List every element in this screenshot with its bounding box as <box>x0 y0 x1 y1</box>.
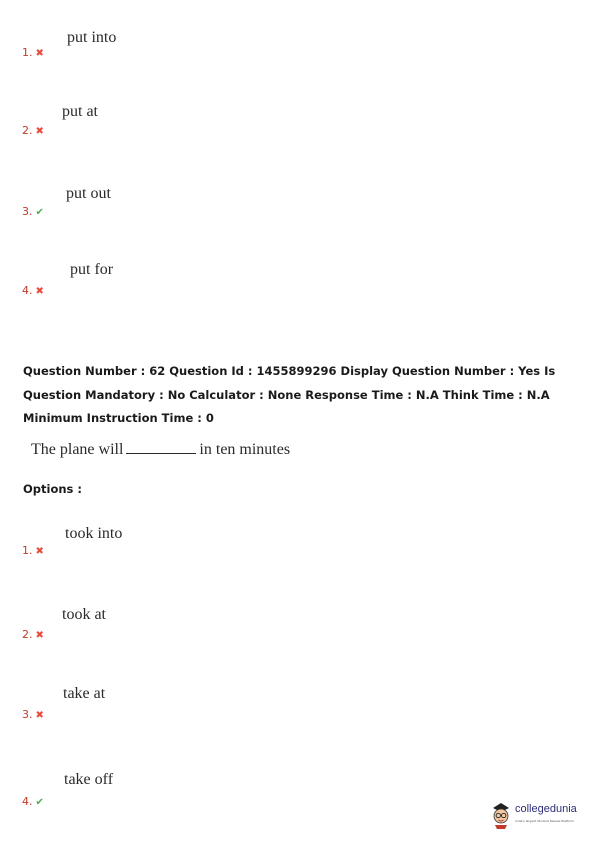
option-number: 3. <box>22 708 33 721</box>
option-3-number <box>22 708 44 721</box>
option-3-text: take at <box>63 685 106 702</box>
prev-option-4-number <box>22 284 44 297</box>
check-icon: ✔ <box>35 207 44 218</box>
logo-tagline: India's largest Student Review Platform <box>515 819 575 823</box>
prev-option-1-text: put into <box>67 29 117 46</box>
option-1-number <box>22 544 44 557</box>
option-1-text: took into <box>65 525 123 542</box>
option-4-text: take off <box>64 771 114 788</box>
option-number: 2. <box>22 628 33 641</box>
prev-option-3-text: put out <box>66 185 111 202</box>
prev-option-1-number <box>22 46 44 59</box>
option-2-number <box>22 628 44 641</box>
collegedunia-logo <box>490 799 590 833</box>
cross-icon: ✖ <box>35 546 44 557</box>
cross-icon: ✖ <box>35 710 44 721</box>
logo-brand-text: collegedunia <box>515 803 577 815</box>
option-4-number <box>22 795 44 808</box>
prev-option-2-text: put at <box>62 103 98 120</box>
prev-option-3-number <box>22 205 44 218</box>
option-number: 2. <box>22 124 33 137</box>
option-number: 1. <box>22 544 33 557</box>
cross-icon: ✖ <box>35 126 44 137</box>
cross-icon: ✖ <box>35 286 44 297</box>
option-2-text: took at <box>62 606 106 623</box>
option-number: 4. <box>22 795 33 808</box>
cross-icon: ✖ <box>35 48 44 59</box>
prev-option-4-text: put for <box>70 261 114 278</box>
check-icon: ✔ <box>35 797 44 808</box>
options-label: Options : <box>23 482 82 496</box>
option-number: 3. <box>22 205 33 218</box>
prev-option-2-number <box>22 124 44 137</box>
question-header: Question Number : 62 Question Id : 1455899296 Display Question Number : Yes Is Question Mandatory : No Calculator : None Response Time : N.A Think Time : N.A Minimum Instruction Time : 0 <box>23 364 556 425</box>
cross-icon: ✖ <box>35 630 44 641</box>
option-number: 4. <box>22 284 33 297</box>
mascot-icon <box>490 799 512 829</box>
stem-after: in ten minutes <box>199 441 291 458</box>
option-number: 1. <box>22 46 33 59</box>
answer-blank <box>126 452 196 454</box>
stem-before: The plane will <box>31 441 124 458</box>
question-stem <box>31 441 290 459</box>
